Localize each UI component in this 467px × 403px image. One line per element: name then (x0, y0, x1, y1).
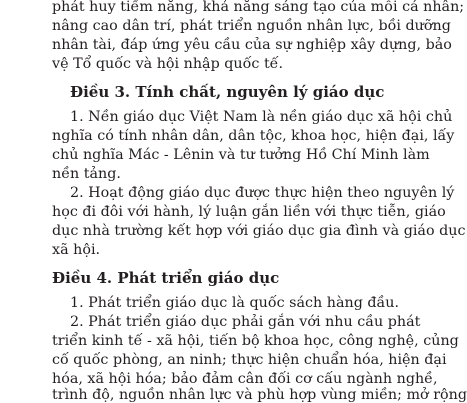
article-3-line: nghĩa có tính nhân dân, dân tộc, khoa học, hiện đại, lấy (52, 128, 455, 144)
article-3-line: nền tảng. (52, 166, 121, 182)
article-4-line: triển kinh tế - xã hội, tiến bộ khoa học, công nghệ, củng (52, 333, 459, 349)
article-3-line: chủ nghĩa Mác - Lênin và tư tưởng Hồ Chí Minh làm (52, 147, 430, 163)
article-4-line: cố quốc phòng, an ninh; thực hiện chuẩn hóa, hiện đại (52, 352, 447, 368)
article-3-line: xã hội. (52, 242, 101, 258)
article-4-line: 2. Phát triển giáo dục phải gắn với nhu cầu phát (70, 314, 421, 330)
article-3-line: dục nhà trường kết hợp với giáo dục gia đình và giáo dục (52, 223, 466, 239)
body-line: vệ Tổ quốc và hội nhập quốc tế. (52, 56, 284, 72)
article-4-line: 1. Phát triển giáo dục là quốc sách hàng đầu. (70, 295, 400, 311)
body-line: nâng cao dân trí, phát triển nguồn nhân lực, bồi dưỡng (52, 18, 451, 34)
body-line: phát huy tiềm năng, khả năng sáng tạo của mỗi cá nhân; (52, 0, 465, 15)
article-3-line: 1. Nền giáo dục Việt Nam là nền giáo dục xã hội chủ (70, 109, 453, 125)
article-3-heading: Điều 3. Tính chất, nguyên lý giáo dục (70, 83, 385, 101)
article-4-heading: Điều 4. Phát triển giáo dục (52, 269, 280, 287)
article-3-line: học đi đôi với hành, lý luận gắn liền với thực tiễn, giáo (52, 204, 446, 220)
body-line: nhân tài, đáp ứng yêu cầu của sự nghiệp xây dựng, bảo (52, 37, 452, 53)
article-4-line: trình độ, nguồn nhân lực và phù hợp vùng miền; mở rộng (52, 387, 467, 403)
article-4-line: hóa, xã hội hóa; bảo đảm cân đối cơ cấu ngành nghề, (52, 371, 438, 387)
article-3-line: 2. Hoạt động giáo dục được thực hiện theo nguyên lý (70, 185, 455, 201)
